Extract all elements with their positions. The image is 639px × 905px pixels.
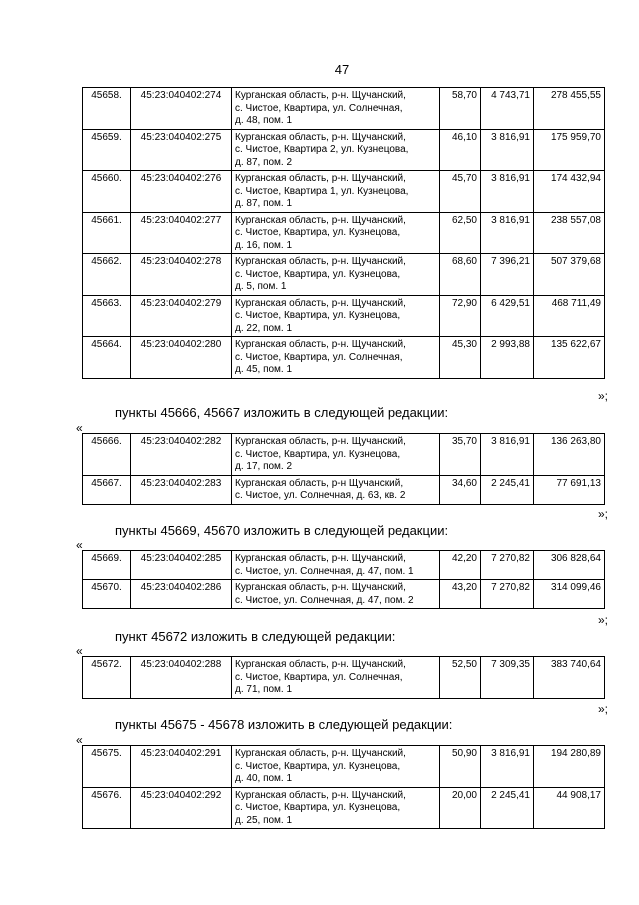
cadastral-number-cell: 45:23:040402:288 bbox=[131, 657, 232, 699]
opening-quote: « bbox=[76, 421, 83, 435]
area-cell: 45,70 bbox=[440, 171, 481, 213]
area-cell: 68,60 bbox=[440, 254, 481, 296]
address-line: с. Чистое, Квартира, ул. Кузнецова, bbox=[235, 310, 401, 321]
unit-value-cell: 7 309,35 bbox=[481, 657, 534, 699]
closing-quote: »; bbox=[598, 702, 609, 716]
area-cell: 62,50 bbox=[440, 212, 481, 254]
address-cell bbox=[232, 212, 440, 254]
cadastral-number-cell: 45:23:040402:274 bbox=[131, 88, 232, 130]
cadastral-number-cell: 45:23:040402:280 bbox=[131, 337, 232, 379]
address-line: с. Чистое, Квартира, ул. Кузнецова, bbox=[235, 760, 401, 772]
cadastral-number-cell: 45:23:040402:277 bbox=[131, 212, 232, 254]
cadastral-value-cell: 507 379,68 bbox=[534, 254, 605, 296]
cadastral-value-cell: 136 263,80 bbox=[534, 434, 605, 476]
address-line: д. 48, пом. 1 bbox=[235, 115, 293, 126]
item-number-cell: 45675. bbox=[83, 746, 131, 788]
address-cell bbox=[232, 580, 440, 609]
unit-value-cell: 3 816,91 bbox=[481, 212, 534, 254]
item-number-cell: 45663. bbox=[83, 295, 131, 337]
opening-quote: « bbox=[76, 644, 83, 658]
cadastral-value-cell: 175 959,70 bbox=[534, 129, 605, 171]
address-line: Курганская область, р-н. Щучанский, bbox=[235, 256, 406, 267]
cadastral-number-cell: 45:23:040402:282 bbox=[131, 434, 232, 476]
table-row bbox=[83, 657, 605, 699]
item-number-cell: 45667. bbox=[83, 475, 131, 504]
table-row bbox=[83, 551, 605, 580]
cadastral-value-cell: 194 280,89 bbox=[534, 746, 605, 788]
unit-value-cell: 3 816,91 bbox=[481, 129, 534, 171]
cadastral-value-cell: 77 691,13 bbox=[534, 475, 605, 504]
table-row bbox=[83, 434, 605, 476]
area-cell: 42,20 bbox=[440, 551, 481, 580]
registry-table bbox=[82, 745, 605, 829]
cadastral-number-cell: 45:23:040402:276 bbox=[131, 171, 232, 213]
address-line: с. Чистое, ул. Солнечная, д. 47, пом. 2 bbox=[235, 594, 414, 606]
address-line: с. Чистое, Квартира, ул. Кузнецова, bbox=[235, 802, 401, 813]
address-line: д. 22, пом. 1 bbox=[235, 322, 293, 334]
address-line: Курганская область, р-н. Щучанский, bbox=[235, 297, 406, 309]
area-cell: 46,10 bbox=[440, 129, 481, 171]
address-cell bbox=[232, 787, 440, 829]
item-number-cell: 45676. bbox=[83, 787, 131, 829]
address-cell bbox=[232, 551, 440, 580]
cadastral-number-cell: 45:23:040402:283 bbox=[131, 475, 232, 504]
unit-value-cell: 3 816,91 bbox=[481, 746, 534, 788]
address-line: Курганская область, р-н. Щучанский, bbox=[235, 553, 406, 564]
area-cell: 52,50 bbox=[440, 657, 481, 699]
address-cell bbox=[232, 434, 440, 476]
address-line: с. Чистое, Квартира, ул. Солнечная, bbox=[235, 102, 403, 114]
address-cell bbox=[232, 129, 440, 171]
address-cell bbox=[232, 88, 440, 130]
cadastral-value-cell: 135 622,67 bbox=[534, 337, 605, 379]
address-line: Курганская область, р-н. Щучанский, bbox=[235, 90, 406, 101]
address-line: с. Чистое, Квартира, ул. Солнечная, bbox=[235, 671, 403, 683]
cadastral-number-cell: 45:23:040402:275 bbox=[131, 129, 232, 171]
item-number-cell: 45670. bbox=[83, 580, 131, 609]
address-line: с. Чистое, ул. Солнечная, д. 47, пом. 1 bbox=[235, 565, 414, 577]
address-line: д. 40, пом. 1 bbox=[235, 773, 293, 784]
unit-value-cell: 3 816,91 bbox=[481, 171, 534, 213]
cadastral-value-cell: 44 908,17 bbox=[534, 787, 605, 829]
address-line: Курганская область, р-н. Щучанский, bbox=[235, 659, 406, 670]
unit-value-cell: 4 743,71 bbox=[481, 88, 534, 130]
address-line: с. Чистое, Квартира, ул. Солнечная, bbox=[235, 351, 403, 363]
table-row bbox=[83, 88, 605, 130]
address-cell bbox=[232, 746, 440, 788]
cadastral-number-cell: 45:23:040402:291 bbox=[131, 746, 232, 788]
registry-table bbox=[82, 550, 605, 609]
area-cell: 35,70 bbox=[440, 434, 481, 476]
cadastral-value-cell: 383 740,64 bbox=[534, 657, 605, 699]
table-row bbox=[83, 129, 605, 171]
address-cell bbox=[232, 337, 440, 379]
address-line: с. Чистое, ул. Солнечная, д. 63, кв. 2 bbox=[235, 490, 406, 501]
cadastral-number-cell: 45:23:040402:286 bbox=[131, 580, 232, 609]
cadastral-value-cell: 174 432,94 bbox=[534, 171, 605, 213]
table-row bbox=[83, 787, 605, 829]
cadastral-value-cell: 278 455,55 bbox=[534, 88, 605, 130]
area-cell: 45,30 bbox=[440, 337, 481, 379]
unit-value-cell: 7 270,82 bbox=[481, 551, 534, 580]
unit-value-cell: 2 245,41 bbox=[481, 787, 534, 829]
registry-table bbox=[82, 433, 605, 505]
cadastral-number-cell: 45:23:040402:279 bbox=[131, 295, 232, 337]
table-row bbox=[83, 580, 605, 609]
item-number-cell: 45661. bbox=[83, 212, 131, 254]
table-row bbox=[83, 295, 605, 337]
address-line: д. 45, пом. 1 bbox=[235, 364, 293, 375]
address-line: Курганская область, р-н. Щучанский, bbox=[235, 173, 406, 184]
registry-table bbox=[82, 87, 605, 379]
table-row bbox=[83, 171, 605, 213]
address-line: д. 5, пом. 1 bbox=[235, 281, 287, 292]
unit-value-cell: 3 816,91 bbox=[481, 434, 534, 476]
address-cell bbox=[232, 171, 440, 213]
amendment-instruction: пункты 45669, 45670 изложить в следующей редакции: bbox=[115, 523, 449, 538]
address-line: д. 87, пом. 2 bbox=[235, 156, 293, 168]
cadastral-value-cell: 306 828,64 bbox=[534, 551, 605, 580]
address-cell bbox=[232, 254, 440, 296]
cadastral-value-cell: 468 711,49 bbox=[534, 295, 605, 337]
opening-quote: « bbox=[76, 733, 83, 747]
area-cell: 34,60 bbox=[440, 475, 481, 504]
address-line: д. 25, пом. 1 bbox=[235, 814, 293, 826]
table-row bbox=[83, 254, 605, 296]
cadastral-number-cell: 45:23:040402:278 bbox=[131, 254, 232, 296]
address-line: Курганская область, р-н. Щучанский, bbox=[235, 214, 406, 226]
table-row bbox=[83, 475, 605, 504]
address-line: Курганская область, р-н. Щучанский, bbox=[235, 748, 406, 759]
address-line: д. 16, пом. 1 bbox=[235, 239, 293, 251]
area-cell: 43,20 bbox=[440, 580, 481, 609]
address-line: с. Чистое, Квартира 2, ул. Кузнецова, bbox=[235, 144, 409, 155]
cadastral-number-cell: 45:23:040402:285 bbox=[131, 551, 232, 580]
address-line: с. Чистое, Квартира 1, ул. Кузнецова, bbox=[235, 185, 409, 197]
address-line: с. Чистое, Квартира, ул. Кузнецова, bbox=[235, 268, 401, 280]
area-cell: 58,70 bbox=[440, 88, 481, 130]
address-line: Курганская область, р-н. Щучанский, bbox=[235, 436, 406, 447]
address-cell bbox=[232, 295, 440, 337]
unit-value-cell: 7 270,82 bbox=[481, 580, 534, 609]
cadastral-value-cell: 238 557,08 bbox=[534, 212, 605, 254]
page-number: 47 bbox=[334, 62, 350, 77]
table-row bbox=[83, 337, 605, 379]
address-line: Курганская область, р-н. Щучанский, bbox=[235, 789, 406, 801]
area-cell: 50,90 bbox=[440, 746, 481, 788]
item-number-cell: 45660. bbox=[83, 171, 131, 213]
amendment-instruction: пункты 45666, 45667 изложить в следующей редакции: bbox=[115, 405, 449, 420]
area-cell: 72,90 bbox=[440, 295, 481, 337]
closing-quote: »; bbox=[598, 507, 609, 521]
address-line: Курганская область, р-н. Щучанский, bbox=[235, 582, 406, 593]
unit-value-cell: 2 993,88 bbox=[481, 337, 534, 379]
item-number-cell: 45664. bbox=[83, 337, 131, 379]
item-number-cell: 45666. bbox=[83, 434, 131, 476]
cadastral-number-cell: 45:23:040402:292 bbox=[131, 787, 232, 829]
area-cell: 20,00 bbox=[440, 787, 481, 829]
item-number-cell: 45658. bbox=[83, 88, 131, 130]
closing-quote: »; bbox=[598, 389, 609, 403]
address-line: д. 71, пом. 1 bbox=[235, 684, 293, 695]
unit-value-cell: 6 429,51 bbox=[481, 295, 534, 337]
address-cell bbox=[232, 657, 440, 699]
address-line: Курганская область, р-н. Щучанский, bbox=[235, 131, 406, 143]
closing-quote: »; bbox=[598, 613, 609, 627]
address-line: д. 17, пом. 2 bbox=[235, 461, 293, 472]
unit-value-cell: 7 396,21 bbox=[481, 254, 534, 296]
table-row bbox=[83, 212, 605, 254]
opening-quote: « bbox=[76, 538, 83, 552]
item-number-cell: 45662. bbox=[83, 254, 131, 296]
amendment-instruction: пункт 45672 изложить в следующей редакции: bbox=[115, 629, 396, 644]
item-number-cell: 45669. bbox=[83, 551, 131, 580]
registry-table bbox=[82, 656, 605, 699]
address-line: Курганская область, р-н Щучанский, bbox=[235, 477, 404, 489]
table-row bbox=[83, 746, 605, 788]
address-line: Курганская область, р-н. Щучанский, bbox=[235, 339, 406, 350]
item-number-cell: 45659. bbox=[83, 129, 131, 171]
cadastral-value-cell: 314 099,46 bbox=[534, 580, 605, 609]
address-line: д. 87, пом. 1 bbox=[235, 198, 293, 209]
address-cell bbox=[232, 475, 440, 504]
amendment-instruction: пункты 45675 - 45678 изложить в следующей редакции: bbox=[115, 717, 453, 732]
address-line: с. Чистое, Квартира, ул. Кузнецова, bbox=[235, 448, 401, 460]
item-number-cell: 45672. bbox=[83, 657, 131, 699]
unit-value-cell: 2 245,41 bbox=[481, 475, 534, 504]
address-line: с. Чистое, Квартира, ул. Кузнецова, bbox=[235, 227, 401, 238]
